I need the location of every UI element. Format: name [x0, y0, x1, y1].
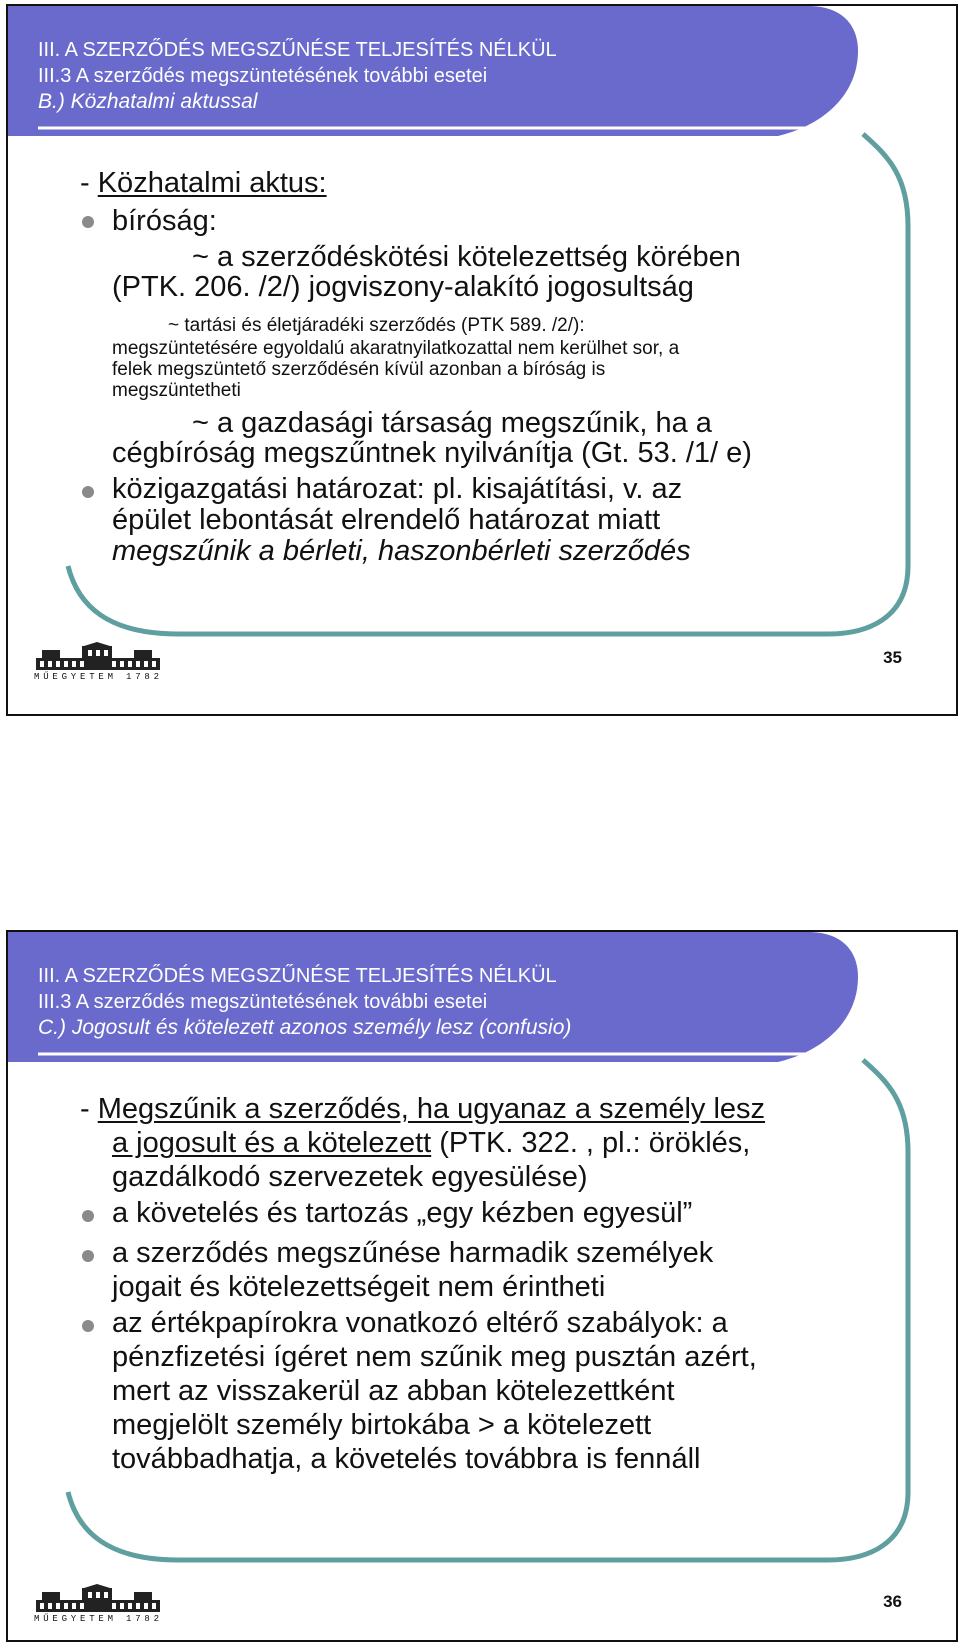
text-line: jogait és kötelezettségeit nem érintheti	[112, 1271, 606, 1303]
university-logo	[34, 642, 162, 684]
heading: Közhatalmi aktus:	[97, 167, 327, 199]
text-line: továbbadhatja, a követelés továbbra is fennáll	[112, 1443, 701, 1475]
bullet-dot	[82, 1320, 94, 1332]
slide-35	[6, 4, 958, 716]
text-line: cégbíróság megszűntnek nyilvánítja (Gt. 53. /1/ e)	[112, 437, 752, 469]
header-line-2: III.3 A szerződés megszüntetésének további esetei	[38, 991, 488, 1013]
header-line-1: III. A SZERZŐDÉS MEGSZŰNÉSE TELJESÍTÉS NÉLKÜL	[38, 965, 557, 987]
text-span: (PTK. 322. , pl.: öröklés,	[431, 1127, 751, 1159]
logo-text: MŰEGYETEM 1782	[34, 1614, 163, 1624]
small-line: felek megszüntető szerződésén kívül azonban a bíróság is	[112, 359, 606, 380]
slide-header	[8, 932, 956, 1078]
university-logo	[34, 1584, 162, 1626]
page-number: 35	[883, 648, 902, 667]
bullet-dot	[82, 216, 94, 228]
header-line-3: C.) Jogosult és kötelezett azonos személy lesz (confusio)	[38, 1016, 572, 1039]
page-number: 36	[883, 1592, 902, 1611]
text-line: megjelölt személy birtokába > a kötelezett	[112, 1409, 652, 1441]
building-icon	[34, 642, 162, 672]
header-line-2: III.3 A szerződés megszüntetésének további esetei	[38, 65, 488, 87]
small-line: ~ tartási és életjáradéki szerződés (PTK 589. /2/):	[168, 315, 585, 336]
underlined-text: Megszűnik a szerződés, ha ugyanaz a személy lesz	[97, 1093, 766, 1125]
underlined-text: a jogosult és a kötelezett	[112, 1127, 432, 1159]
text-line: pénzfizetési ígéret nem szűnik meg pusztán azért,	[112, 1341, 757, 1373]
small-line: megszüntetheti	[112, 380, 241, 401]
text-line: megszűnik a bérleti, haszonbérleti szerződés	[112, 535, 691, 567]
text-line: gazdálkodó szervezetek egyesülése)	[112, 1161, 588, 1193]
slide-header	[8, 6, 956, 152]
header-line-1: III. A SZERZŐDÉS MEGSZŰNÉSE TELJESÍTÉS NÉLKÜL	[38, 39, 557, 61]
bullet-item: bíróság:	[112, 205, 217, 237]
bullet-dot	[82, 486, 94, 498]
bullet-item: a követelés és tartozás „egy kézben egyesül”	[112, 1197, 693, 1229]
building-icon	[34, 1584, 162, 1614]
logo-text: MŰEGYETEM 1782	[34, 672, 163, 682]
text-line: ~ a gazdasági társaság megszűnik, ha a	[192, 407, 712, 439]
slide-36	[6, 930, 958, 1642]
dash: -	[80, 1093, 98, 1125]
bullet-item: közigazgatási határozat: pl. kisajátítási, v. az	[112, 473, 683, 505]
bullet-dot	[82, 1250, 94, 1262]
text-line	[112, 1126, 750, 1160]
heading-line	[80, 166, 327, 200]
dash: -	[80, 167, 98, 199]
text-line	[80, 1092, 765, 1126]
bullet-item: a szerződés megszűnése harmadik személyek	[112, 1237, 714, 1269]
bullet-dot	[82, 1210, 94, 1222]
text-line: ~ a szerződéskötési kötelezettség körében	[192, 241, 741, 273]
text-line: mert az visszakerül az abban kötelezettként	[112, 1375, 675, 1407]
small-line: megszüntetésére egyoldalú akaratnyilatkozattal nem kerülhet sor, a	[112, 338, 680, 359]
text-line: épület lebontását elrendelő határozat miatt	[112, 504, 661, 536]
text-line: (PTK. 206. /2/) jogviszony-alakító jogosultság	[112, 271, 694, 303]
bullet-item: az értékpapírokra vonatkozó eltérő szabályok: a	[112, 1307, 728, 1339]
header-line-3: B.) Közhatalmi aktussal	[38, 90, 258, 113]
